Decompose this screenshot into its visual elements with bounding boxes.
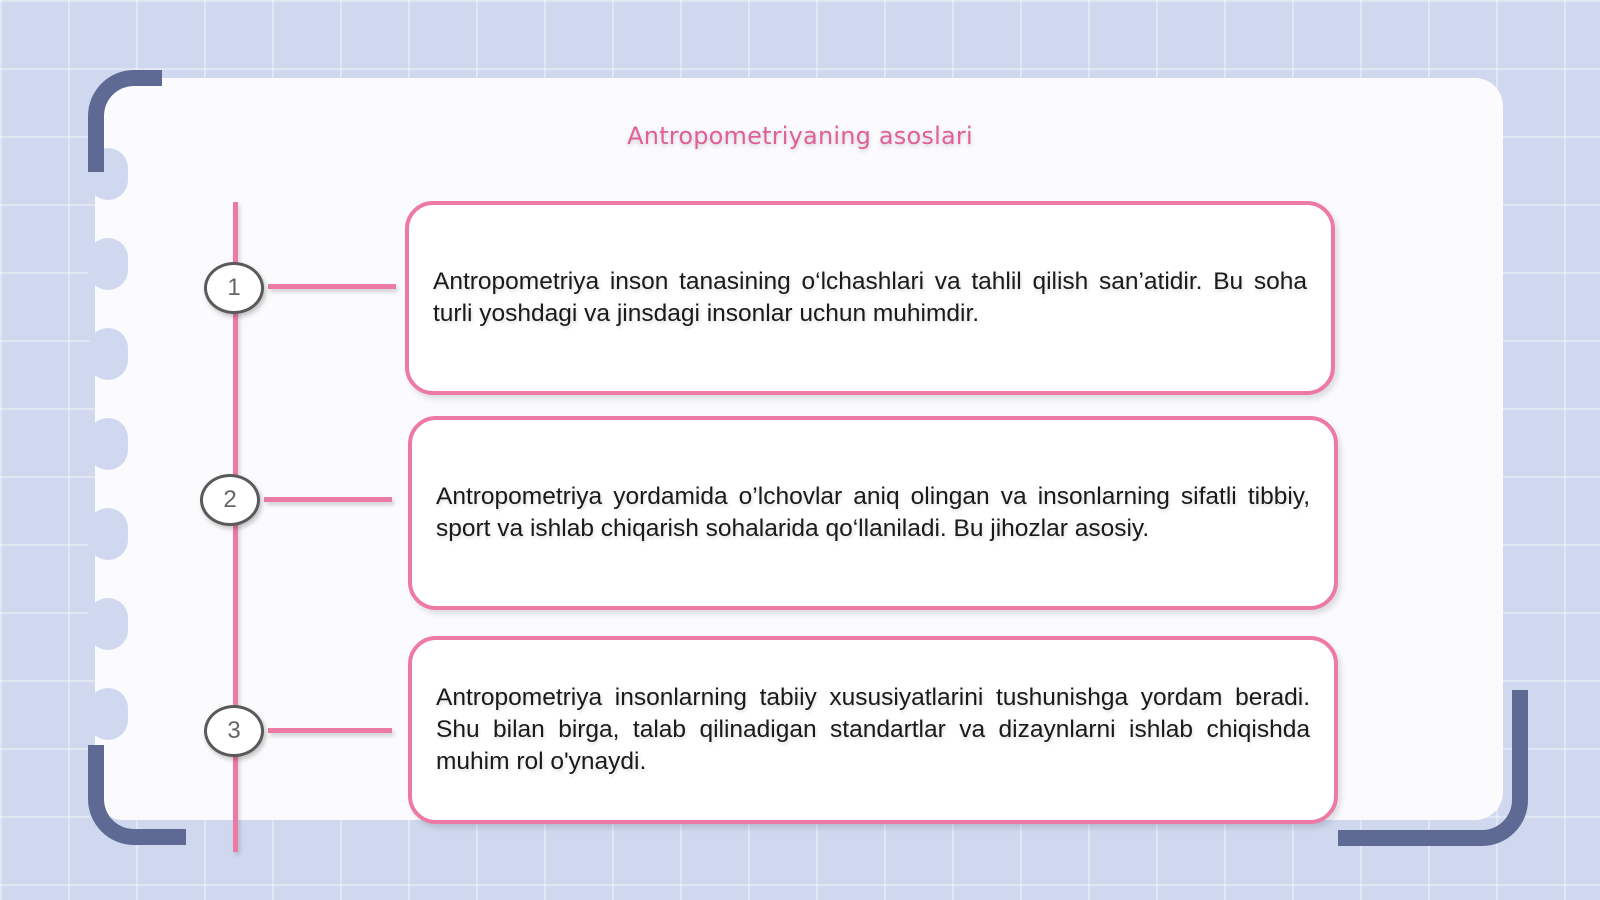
paper-scallop: [88, 598, 128, 650]
step-card-2: [408, 416, 1338, 610]
paper-scallop: [88, 508, 128, 560]
step-text-2: Antropometriya yordamida o’lchovlar aniq olingan va insonlarning sifatli tibbiy, sport va ishlab chiqarish sohalarida qo‘llaniladi. Bu jihozlar asosiy.: [436, 483, 1310, 542]
paper-scallop: [88, 328, 128, 380]
step-number-3: 3: [204, 705, 264, 757]
frame-corner-bottom-left: [88, 745, 186, 845]
step-text-1: Antropometriya inson tanasining o‘lchashlari va tahlil qilish san’atidir. Bu soha turli yoshdagi va jinsdagi insonlar uchun muhimdir.: [433, 268, 1307, 327]
paper-scallop: [88, 688, 128, 740]
paper-scallop: [88, 238, 128, 290]
frame-corner-bottom-right: [1338, 690, 1528, 846]
step-card-1: [405, 201, 1335, 395]
timeline-connector-1: [268, 284, 396, 289]
step-number-2: 2: [200, 474, 260, 526]
frame-corner-top-left: [88, 70, 162, 172]
timeline-connector-2: [264, 497, 392, 502]
step-number-1: 1: [204, 262, 264, 314]
paper-scallop: [88, 418, 128, 470]
step-card-3: [408, 636, 1338, 824]
step-text-3: Antropometriya insonlarning tabiiy xususiyatlarini tushunishga yordam beradi. Shu bilan birga, talab qilinadigan standartlar va dizaynlarni ishlab chiqishda muhim rol o'ynaydi.: [436, 684, 1310, 775]
timeline-connector-3: [268, 728, 392, 733]
slide-title: Antropometriyaning asoslari: [627, 122, 973, 150]
